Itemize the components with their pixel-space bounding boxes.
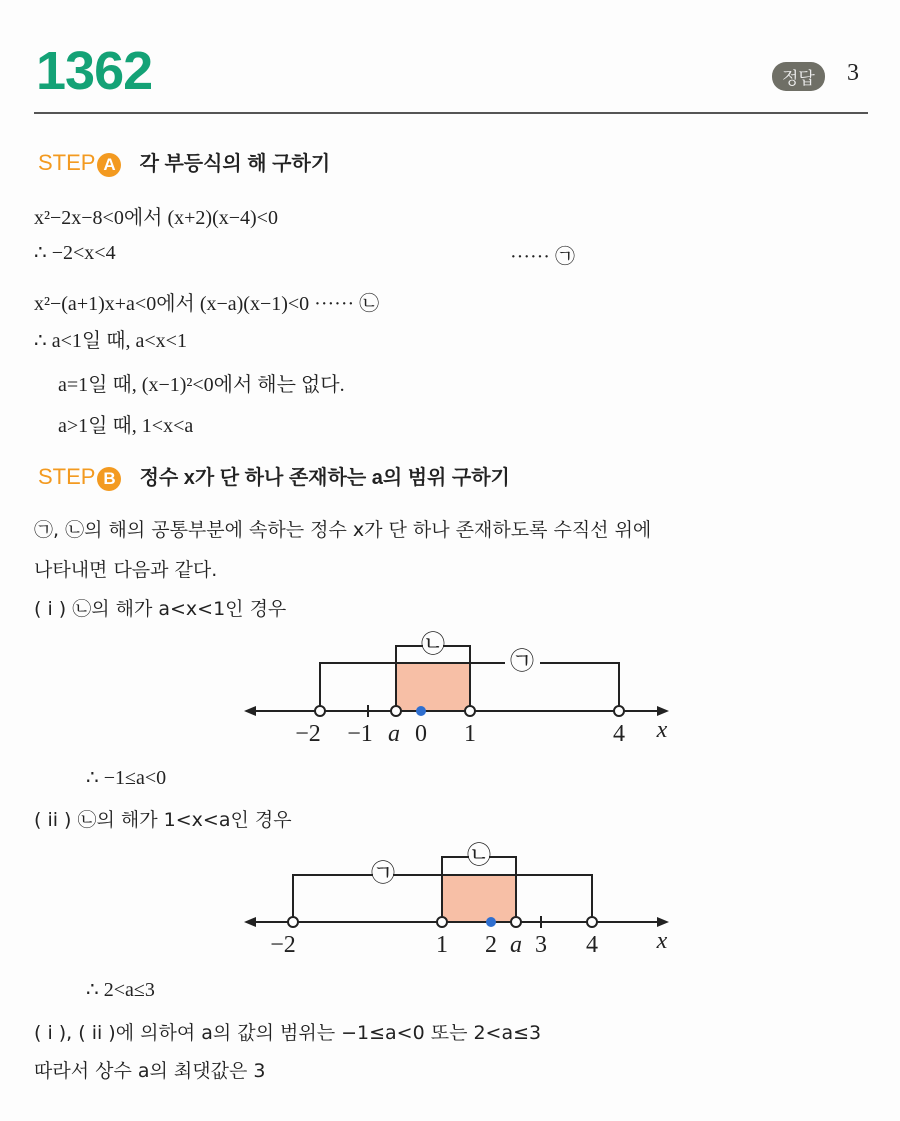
tick-label: 4 [613,721,625,747]
step-label: STEP [38,464,96,489]
bracket-label: ㉠ [510,649,534,675]
open-point [437,917,447,927]
tick-label: 2 [485,932,497,958]
bracket-label: ㉡ [467,843,491,869]
step-title: 각 부등식의 해 구하기 [139,153,331,175]
overlap-region [442,875,516,922]
step-letter-icon: B [97,467,121,491]
case-1-heading: ( i ) ㉡의 해가 a<x<1인 경우 [34,598,287,620]
bracket-label: ㉠ [371,861,395,887]
overlap-region [396,663,470,711]
answer-value: 3 [847,60,859,86]
step-label: STEP [38,150,96,175]
integer-point [486,917,496,927]
arrow-left-icon [244,917,256,927]
axis-label: x [656,928,668,954]
open-point [391,706,401,716]
equation-mark: ······ ㉠ [510,246,575,268]
text-line: ㉠, ㉡의 해의 공통부분에 속하는 정수 x가 단 하나 존재하도록 수직선 위에 [34,519,652,541]
arrow-right-icon [657,917,669,927]
answer-badge: 정답 [772,62,825,91]
math-line: ∴ a<1일 때, a<x<1 [34,330,187,352]
axis-label: x [656,717,668,743]
tick-label: a [510,932,522,958]
open-point [315,706,325,716]
case-2-heading: ( ii ) ㉡의 해가 1<x<a인 경우 [34,809,292,831]
math-line: x²−2x−8<0에서 (x+2)(x−4)<0 [34,207,278,229]
math-line: a=1일 때, (x−1)²<0에서 해는 없다. [58,374,345,396]
tick-label: a [388,721,400,747]
number-line-1 [244,631,669,747]
math-line: ∴ 2<a≤3 [86,979,155,1001]
tick-label: −2 [295,721,321,747]
open-point [288,917,298,927]
tick-label: 3 [535,932,547,958]
open-point [465,706,475,716]
text-line: 나타내면 다음과 같다. [34,559,218,581]
arrow-right-icon [657,706,669,716]
tick-label: 1 [464,721,476,747]
tick-label: 0 [415,721,427,747]
tick-label: −2 [270,932,296,958]
problem-number: 1362 [36,41,153,101]
tick-label: 4 [586,932,598,958]
bracket-label: ㉡ [421,632,445,658]
conclusion-line: 따라서 상수 a의 최댓값은 3 [34,1060,266,1082]
arrow-left-icon [244,706,256,716]
number-line-2 [244,842,669,958]
open-point [614,706,624,716]
tick-label: −1 [347,721,373,747]
math-line: x²−(a+1)x+a<0에서 (x−a)(x−1)<0 ······ ㉡ [34,293,380,315]
bracket-1 [293,875,373,922]
step-title: 정수 x가 단 하나 존재하는 a의 범위 구하기 [139,467,510,489]
open-point [511,917,521,927]
math-line: a>1일 때, 1<x<a [58,415,194,437]
step-letter-icon: A [97,153,121,177]
bracket-1 [540,663,619,711]
open-point [587,917,597,927]
integer-point [416,706,426,716]
text-line: ( i ), ( ii )에 의하여 a의 값의 범위는 −1≤a<0 또는 2<a≤3 [34,1022,542,1044]
tick-label: 1 [436,932,448,958]
math-line: ∴ −2<x<4 [34,242,116,264]
math-line: ∴ −1≤a<0 [86,767,167,789]
